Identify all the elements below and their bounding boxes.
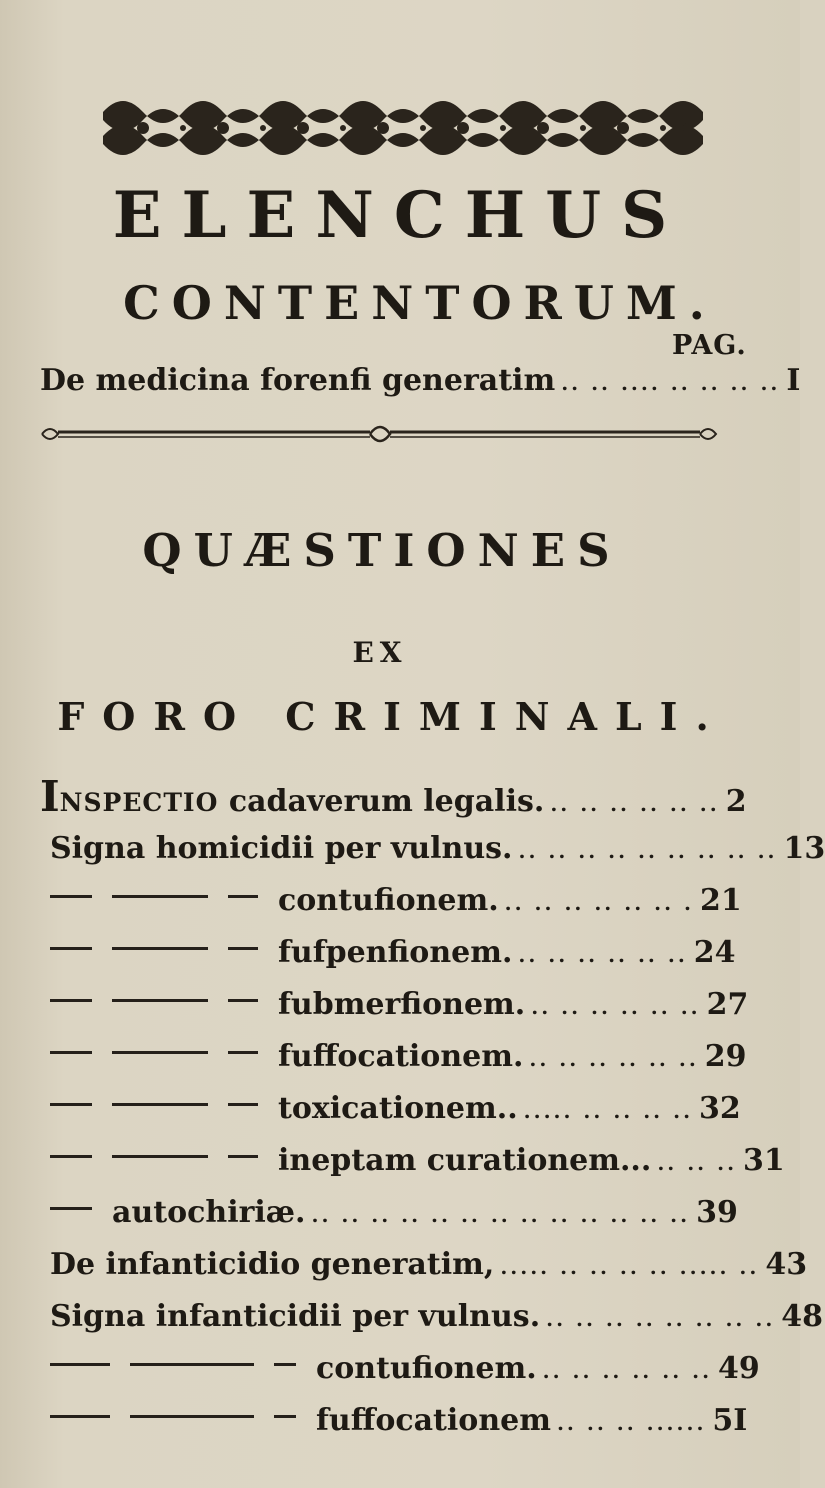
- ditto-mark: [130, 1363, 254, 1366]
- entry-leader: .. .. .. .. .. .. .. ..: [546, 1307, 776, 1331]
- entry-label: [50, 874, 499, 928]
- entry-label: De infanticidio generatim,: [50, 1247, 495, 1282]
- entry-leader: .. .. .. ......: [556, 1411, 707, 1435]
- entry-label: Signa infanticidii per vulnus.: [50, 1299, 541, 1334]
- ditto-mark: [112, 947, 208, 950]
- entry-page: 32: [699, 1091, 741, 1126]
- entry-page: 21: [699, 883, 742, 918]
- entry-label: De medicina forenfi generatim: [40, 363, 556, 398]
- entry-label-rest: cadaverum legalis.: [228, 784, 545, 819]
- entry-page: I: [786, 363, 801, 398]
- ditto-mark: [50, 1415, 110, 1418]
- entry-label-smallcaps: NSPECTIO: [59, 788, 219, 817]
- toc-entry: [50, 822, 825, 876]
- entry-label: [50, 978, 525, 1032]
- entry-label: [50, 1030, 523, 1084]
- section-subtitle: FORO CRIMINALI.: [57, 694, 727, 739]
- entry-leader: .. .. .. .. .. .. .: [504, 891, 694, 915]
- ditto-mark: [50, 1155, 92, 1158]
- entry-text: fufpenfionem.: [278, 935, 513, 970]
- entry-leader: ..... .. .. .. ..: [523, 1099, 694, 1123]
- entry-leader: .. .. ..: [657, 1151, 738, 1175]
- ditto-mark: [50, 895, 92, 898]
- entry-leader: .. .. .. .. .. ..: [531, 995, 701, 1019]
- entry-page: 48: [781, 1299, 824, 1334]
- entry-label: [50, 926, 512, 980]
- toc-entry: [50, 978, 749, 1032]
- toc-entry: [40, 770, 747, 824]
- entry-text: contufionem.: [316, 1351, 537, 1386]
- ditto-mark: [112, 999, 208, 1002]
- ditto-mark: [50, 1103, 92, 1106]
- toc-entry: [50, 1238, 808, 1292]
- ditto-mark: [50, 999, 92, 1002]
- entry-label: [50, 1082, 518, 1136]
- section-title: QUÆSTIONES: [142, 524, 622, 577]
- page-title: ELENCHUS: [112, 178, 688, 253]
- toc-entry: [50, 1030, 747, 1084]
- entry-page: 24: [693, 935, 736, 970]
- page-column-label: PAG.: [672, 330, 747, 361]
- ditto-mark: [274, 1415, 296, 1418]
- ditto-mark: [228, 895, 258, 898]
- entry-page: 31: [743, 1143, 785, 1178]
- entry-leader: ..... .. .. .. .. ..... ..: [500, 1255, 760, 1279]
- toc-entry: [50, 874, 742, 928]
- entry-leader: .. .. .... .. .. .. ..: [561, 371, 781, 395]
- entry-text: ineptam curationem...: [278, 1143, 652, 1178]
- ditto-mark: [112, 895, 208, 898]
- entry-text: fuffocationem: [316, 1403, 551, 1438]
- entry-leader: .. .. .. .. .. ..: [518, 943, 688, 967]
- entry-text: toxicationem..: [278, 1091, 518, 1126]
- toc-entry: [50, 1290, 824, 1344]
- toc-entry: [40, 354, 801, 408]
- ditto-mark: [228, 1051, 258, 1054]
- entry-text: autochiriæ.: [112, 1195, 306, 1230]
- entry-leader: .. .. .. .. .. ..: [550, 792, 720, 816]
- entry-page: 27: [706, 987, 749, 1022]
- ditto-mark: [50, 1051, 92, 1054]
- drop-initial: I: [40, 772, 60, 821]
- entry-page: 2: [725, 784, 747, 819]
- entry-leader: .. .. .. .. .. ..: [529, 1047, 699, 1071]
- entry-leader: .. .. .. .. .. .. .. .. .. .. .. .. ..: [311, 1203, 691, 1227]
- entry-leader: .. .. .. .. .. ..: [542, 1359, 713, 1383]
- entry-page: 5I: [712, 1403, 748, 1438]
- ditto-mark: [112, 1051, 208, 1054]
- entry-label: [40, 770, 544, 830]
- ditto-mark: [228, 1103, 258, 1106]
- ditto-mark: [228, 947, 258, 950]
- decorative-headpiece: [98, 92, 708, 164]
- entry-page: 43: [765, 1247, 808, 1282]
- entry-label: [50, 1186, 306, 1240]
- toc-entry: [50, 1342, 760, 1396]
- entry-label: Signa homicidii per vulnus.: [50, 831, 513, 866]
- toc-entry: [50, 1394, 748, 1448]
- entry-page: 29: [704, 1039, 747, 1074]
- entry-text: fubmerfionem.: [278, 987, 526, 1022]
- ditto-mark: [228, 999, 258, 1002]
- page-subtitle: CONTENTORUM.: [123, 276, 717, 330]
- toc-entry: [50, 1186, 738, 1240]
- entry-label: [50, 1342, 537, 1396]
- entry-label: [50, 1394, 551, 1448]
- ditto-mark: [228, 1155, 258, 1158]
- entry-page: 13: [783, 831, 825, 866]
- entry-page: 49: [718, 1351, 760, 1386]
- entry-leader: .. .. .. .. .. .. .. .. ..: [518, 839, 778, 863]
- ditto-mark: [274, 1363, 296, 1366]
- ditto-mark: [50, 1363, 110, 1366]
- decorative-rule: [40, 420, 718, 446]
- ditto-mark: [130, 1415, 254, 1418]
- ditto-mark: [50, 947, 92, 950]
- section-ex: EX: [352, 636, 408, 669]
- toc-entry: [50, 1082, 741, 1136]
- entry-page: 39: [696, 1195, 738, 1230]
- ditto-mark: [112, 1103, 208, 1106]
- entry-label: [50, 1134, 651, 1188]
- toc-entry: [50, 926, 736, 980]
- ditto-mark: [112, 1155, 208, 1158]
- entry-text: fuffocationem.: [278, 1039, 524, 1074]
- ditto-mark: [50, 1207, 92, 1210]
- toc-entry: [50, 1134, 785, 1188]
- entry-text: contufionem.: [278, 883, 499, 918]
